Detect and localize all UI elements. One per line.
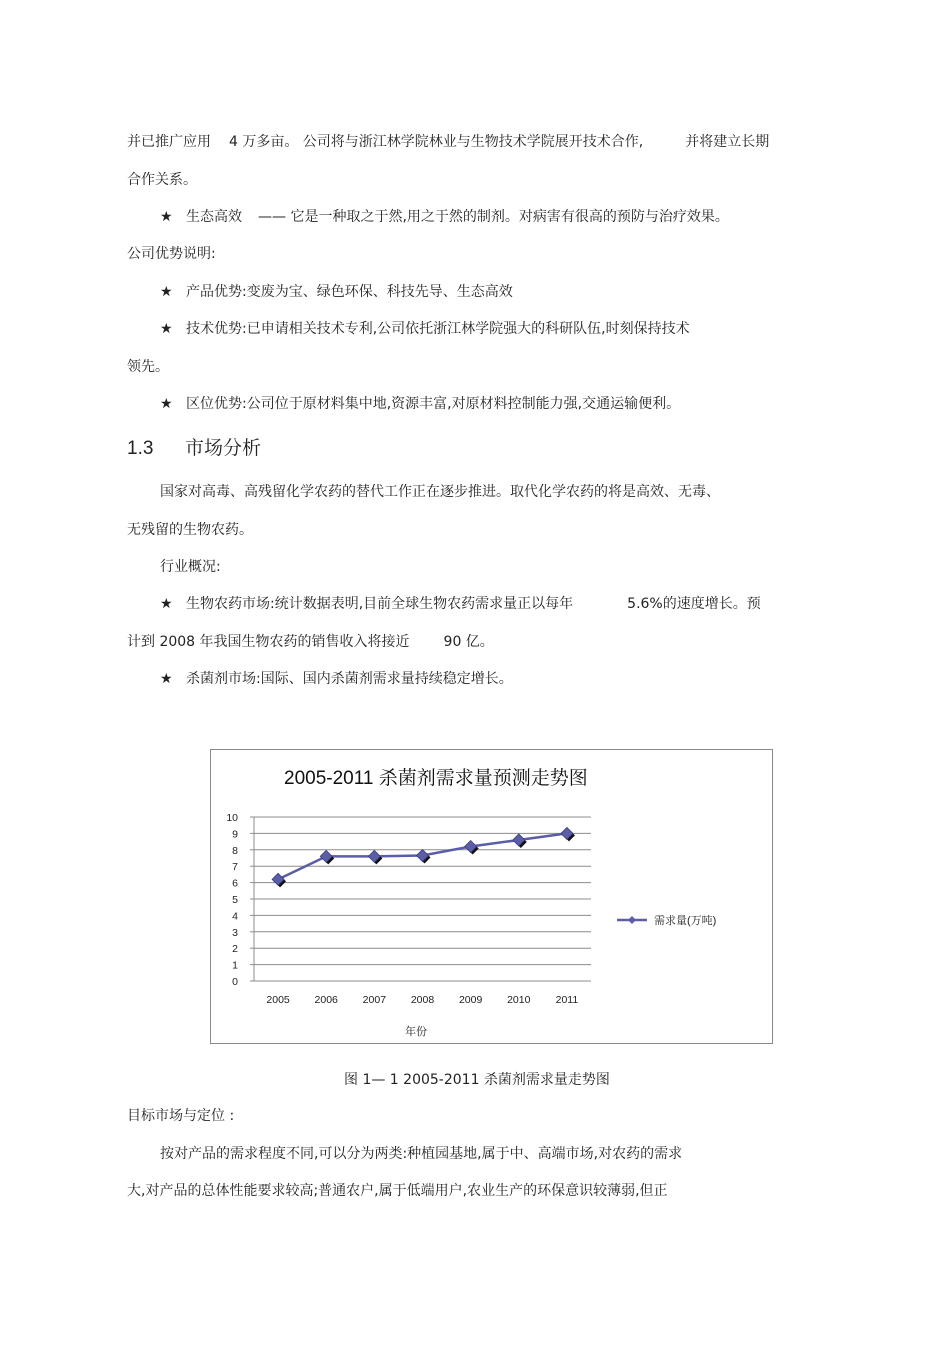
y-tick-label: 8 xyxy=(232,844,238,857)
section-number: 1.3 xyxy=(127,438,154,459)
x-tick-label: 2011 xyxy=(555,994,579,1006)
chart-title: 2005-2011 杀菌剂需求量预测走势图 xyxy=(284,768,588,789)
y-tick-label: 10 xyxy=(226,812,238,824)
star-icon: ★ xyxy=(160,596,173,612)
figure-caption: 图 1— 1 2005-2011 杀菌剂需求量走势图 xyxy=(344,1072,610,1088)
y-tick-label: 4 xyxy=(232,910,238,923)
body-text-line xyxy=(127,133,769,151)
star-icon: ★ xyxy=(160,284,173,300)
x-tick-label: 2009 xyxy=(458,994,483,1006)
body-text-line: 合作关系。 xyxy=(127,172,197,188)
star-icon: ★ xyxy=(160,209,173,225)
body-text-line: 领先。 xyxy=(127,359,169,375)
y-tick-label: 7 xyxy=(232,861,238,874)
industry-title: 行业概况: xyxy=(160,559,221,575)
bullet-fungicide-market xyxy=(160,670,513,688)
bullet-text: 5.6%的速度增长。预 xyxy=(627,596,761,612)
body-text-line xyxy=(127,633,494,651)
x-tick-label: 2010 xyxy=(507,994,531,1006)
section-heading xyxy=(127,436,261,461)
bullet-eco xyxy=(160,208,729,226)
text-fragment: 并将建立长期 xyxy=(685,134,770,150)
bullet-text: 技术优势:已申请相关技术专利,公司依托浙江林学院强大的科研队伍,时刻保持技术 xyxy=(186,321,690,337)
target-title: 目标市场与定位 : xyxy=(127,1108,235,1124)
bullet-label: 生态高效 xyxy=(186,209,242,225)
bullet-text: 产品优势:变废为宝、绿色环保、科技先导、生态高效 xyxy=(186,284,513,300)
legend-label: 需求量(万吨) xyxy=(654,915,717,927)
x-tick-label: 2007 xyxy=(362,994,387,1006)
chart-legend xyxy=(617,913,716,927)
y-tick-label: 1 xyxy=(232,959,238,972)
demand-chart xyxy=(210,749,773,1044)
star-icon: ★ xyxy=(160,321,173,337)
x-tick-label: 2005 xyxy=(266,994,290,1006)
x-tick-label: 2008 xyxy=(410,994,435,1006)
text-fragment: 4 万多亩。 公司将与浙江林学院林业与生物技术学院展开技术合作, xyxy=(229,134,644,150)
star-icon: ★ xyxy=(160,671,173,687)
body-text-line: 无残留的生物农药。 xyxy=(127,522,253,538)
bullet-text: 区位优势:公司位于原材料集中地,资源丰富,对原材料控制能力强,交通运输便利。 xyxy=(186,396,681,412)
bullet-text: —— 它是一种取之于然,用之于然的制剂。对病害有很高的预防与治疗效果。 xyxy=(258,209,729,225)
body-text-line: 国家对高毒、高残留化学农药的替代工作正在逐步推进。取代化学农药的将是高效、无毒、 xyxy=(160,484,720,500)
chart-svg xyxy=(211,750,772,1043)
y-tick-label: 0 xyxy=(232,976,238,988)
bullet-location-advantage xyxy=(160,395,680,413)
bullet-tech-advantage xyxy=(160,320,690,338)
section-title: 市场分析 xyxy=(185,437,262,459)
x-tick-label: 2006 xyxy=(314,994,338,1006)
chart-series xyxy=(272,827,575,887)
bullet-text: 杀菌剂市场:国际、国内杀菌剂需求量持续稳定增长。 xyxy=(186,671,513,687)
y-tick-label: 6 xyxy=(232,877,238,890)
bullet-bio-market xyxy=(160,595,761,613)
text-fragment: 90 亿。 xyxy=(443,634,494,650)
y-tick-label: 5 xyxy=(232,894,238,906)
advantages-title: 公司优势说明: xyxy=(127,246,216,262)
body-text-line: 大,对产品的总体性能要求较高;普通农户,属于低端用户,农业生产的环保意识较薄弱,但正 xyxy=(127,1183,668,1199)
y-tick-label: 9 xyxy=(232,828,238,841)
bullet-product-advantage xyxy=(160,283,513,301)
body-text-line: 按对产品的需求程度不同,可以分为两类:种植园基地,属于中、高端市场,对农药的需求 xyxy=(160,1146,683,1162)
text-fragment: 计到 2008 年我国生物农药的销售收入将接近 xyxy=(127,634,410,650)
bullet-text: 生物农药市场:统计数据表明,目前全球生物农药需求量正以每年 xyxy=(186,596,574,612)
y-tick-label: 3 xyxy=(232,926,238,939)
legend-marker xyxy=(628,916,636,924)
chart-axes xyxy=(226,812,591,1006)
star-icon: ★ xyxy=(160,396,173,412)
chart-grid xyxy=(254,817,591,981)
chart-x-axis-label: 年份 xyxy=(405,1026,427,1038)
y-tick-label: 2 xyxy=(232,943,238,956)
text-fragment: 并已推广应用 xyxy=(127,134,211,150)
